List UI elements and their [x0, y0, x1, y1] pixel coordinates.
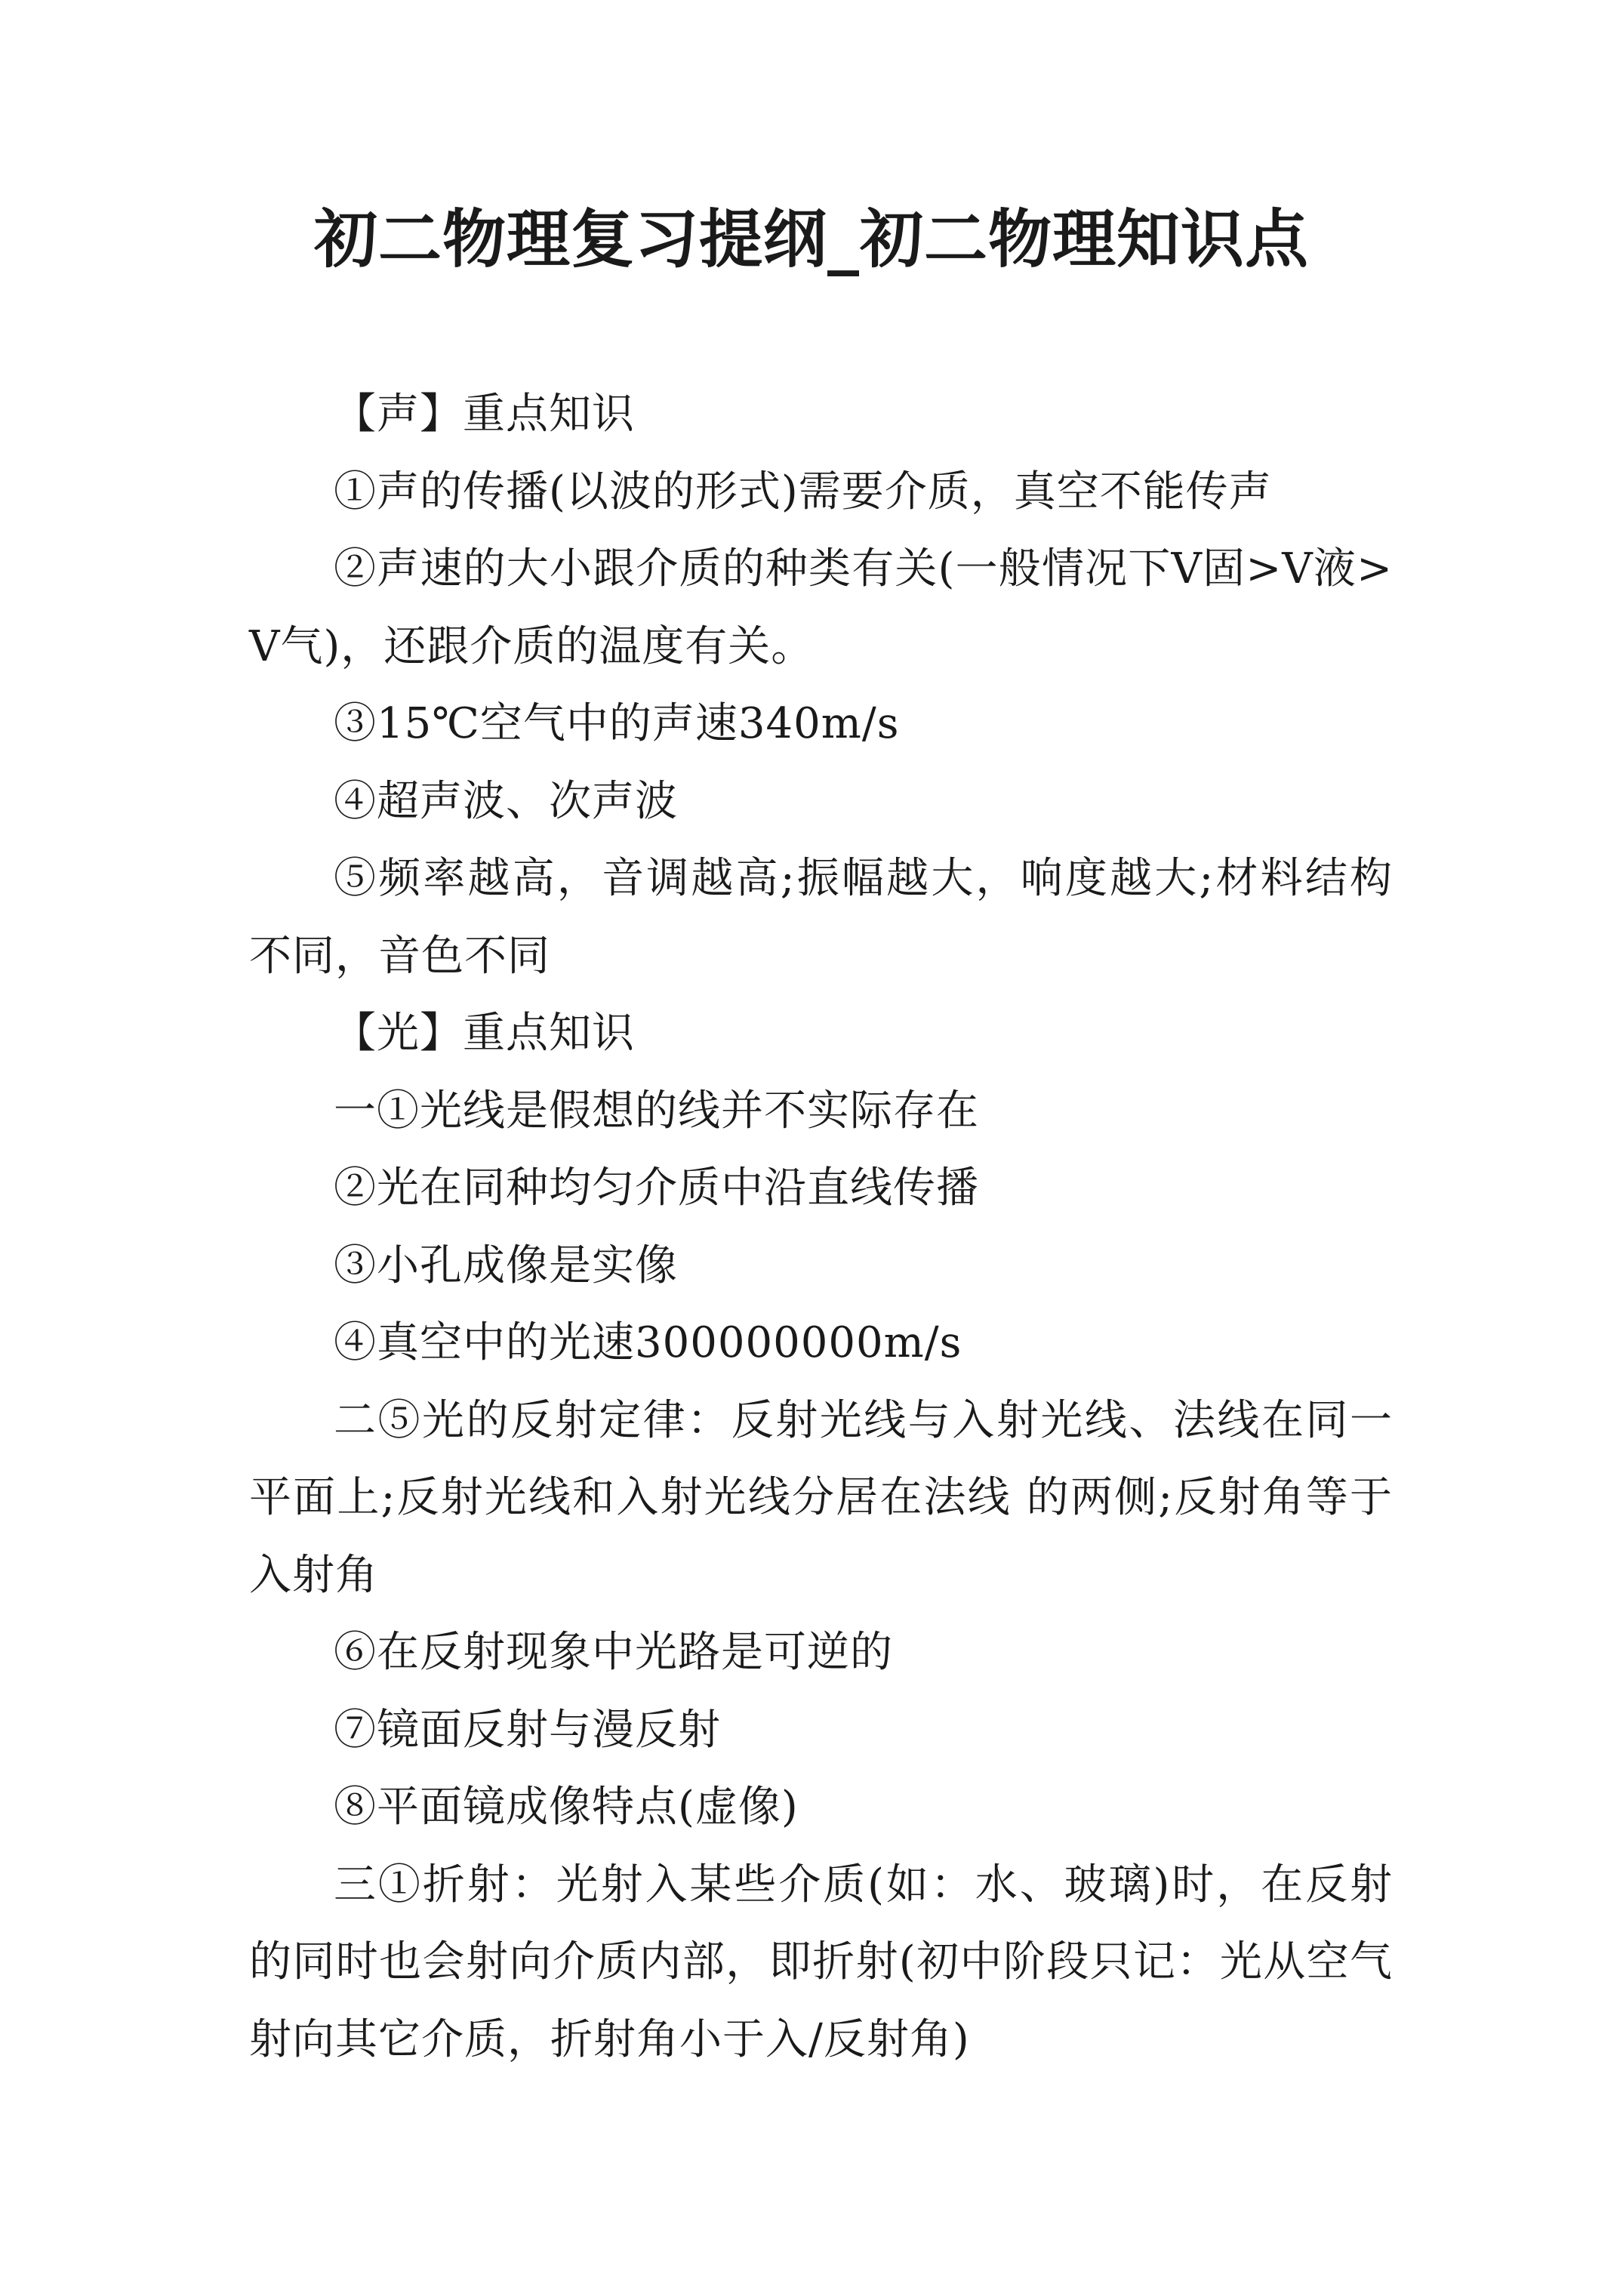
paragraph: ⑧平面镜成像特点(虚像)	[334, 1783, 799, 1832]
paragraph: ③小孔成像是实像	[334, 1240, 678, 1290]
paragraph: ⑥在反射现象中光路是可逆的	[334, 1628, 893, 1677]
section-heading-sound: 【声】重点知识	[334, 390, 635, 439]
section-heading-light: 【光】重点知识	[334, 1009, 635, 1058]
paragraph: ②声速的大小跟介质的种类有关(一般情况下V固>V液>V气)，还跟介质的温度有关。	[249, 544, 1393, 671]
paragraph: 二⑤光的反射定律：反射光线与入射光线、法线在同一平面上;反射光线和入射光线分居在法线 的两侧;反射角等于入射角	[249, 1395, 1393, 1600]
paragraph: ①声的传播(以波的形式)需要介质，真空不能传声	[334, 467, 1272, 516]
page-title: 初二物理复习提纲_初二物理知识点	[313, 202, 1309, 276]
paragraph: 一①光线是假想的线并不实际存在	[334, 1086, 979, 1136]
document-body	[249, 376, 1393, 2079]
paragraph: ③15℃空气中的声速340m/s	[334, 699, 900, 748]
paragraph: ④真空中的光速300000000m/s	[334, 1318, 962, 1367]
paragraph: 三①折射：光射入某些介质(如：水、玻璃)时，在反射的同时也会射向介质内部，即折射(初中阶段只记：光从空气射向其它介质，折射角小于入/反射角)	[249, 1860, 1393, 2064]
paragraph: ②光在同种均匀介质中沿直线传播	[334, 1163, 979, 1213]
paragraph: ⑤频率越高，音调越高;振幅越大，响度越大;材料结构不同，音色不同	[249, 854, 1393, 981]
paragraph: ④超声波、次声波	[334, 776, 678, 826]
paragraph: ⑦镜面反射与漫反射	[334, 1705, 721, 1755]
